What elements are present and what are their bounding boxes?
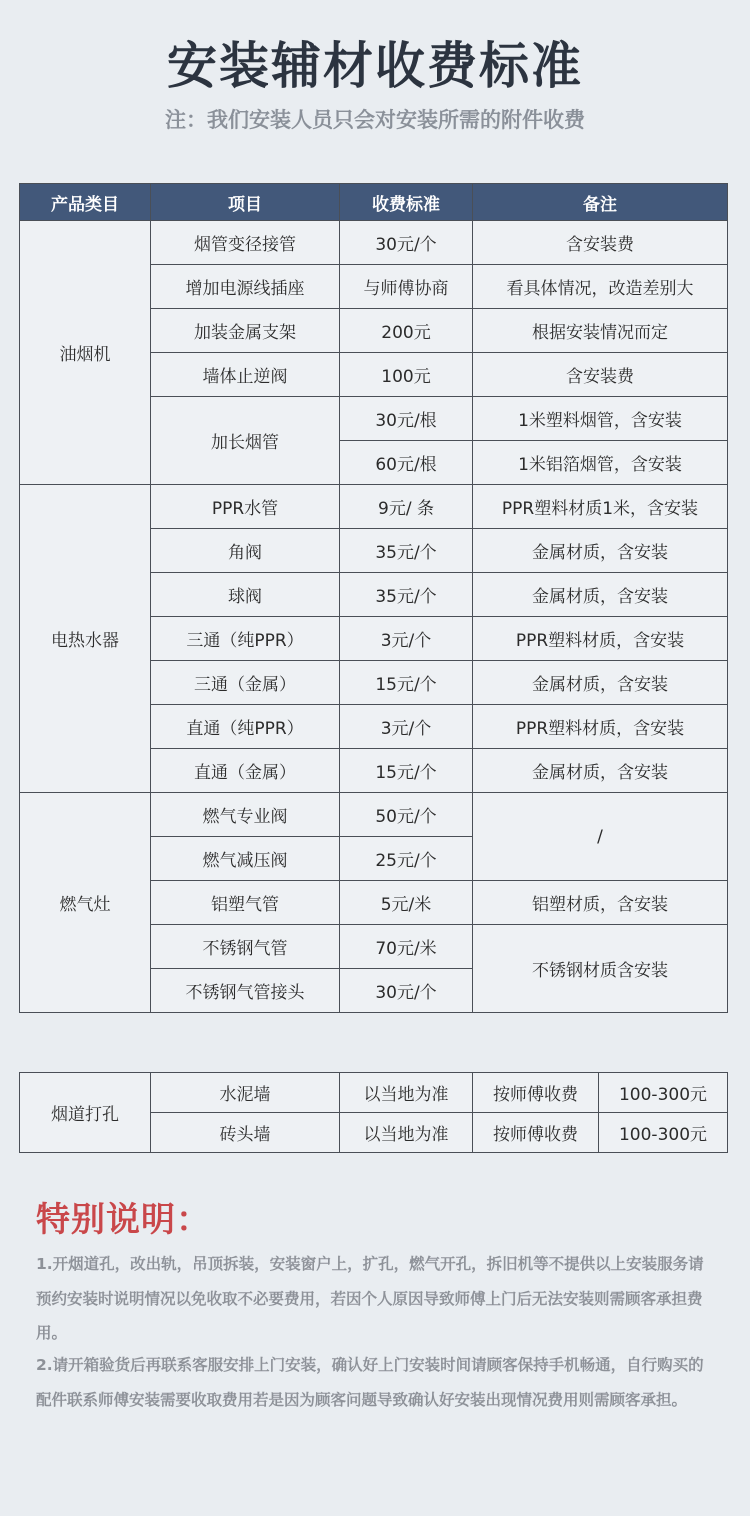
item-cell: 墙体止逆阀 <box>151 353 340 397</box>
note-cell: 金属材质，含安装 <box>473 749 728 793</box>
table-row <box>20 221 728 265</box>
note-cell: 金属材质，含安装 <box>473 573 728 617</box>
standard-cell: 以当地为准 <box>340 1073 473 1113</box>
item-cell: 加长烟管 <box>151 397 340 485</box>
price-cell: 60元/根 <box>340 441 473 485</box>
item-cell: 角阀 <box>151 529 340 573</box>
header-category: 产品类目 <box>20 184 151 221</box>
note-cell: 含安装费 <box>473 353 728 397</box>
standard-cell: 以当地为准 <box>340 1113 473 1153</box>
note-cell: 根据安装情况而定 <box>473 309 728 353</box>
price-cell: 30元/个 <box>340 969 473 1013</box>
price-cell: 3元/个 <box>340 617 473 661</box>
category-cell: 燃气灶 <box>20 793 151 1013</box>
price-cell: 3元/个 <box>340 705 473 749</box>
range-cell: 100-300元 <box>599 1073 728 1113</box>
note-cell: 看具体情况，改造差别大 <box>473 265 728 309</box>
price-cell: 9元/ 条 <box>340 485 473 529</box>
note-cell: 1米铝箔烟管，含安装 <box>473 441 728 485</box>
item-cell: 球阀 <box>151 573 340 617</box>
item-cell: 三通（金属） <box>151 661 340 705</box>
table-row <box>20 485 728 529</box>
note-cell: PPR塑料材质，含安装 <box>473 705 728 749</box>
item-cell: 燃气专业阀 <box>151 793 340 837</box>
method-cell: 按师傅收费 <box>473 1073 599 1113</box>
note-cell: 1米塑料烟管，含安装 <box>473 397 728 441</box>
price-cell: 15元/个 <box>340 749 473 793</box>
category-cell: 电热水器 <box>20 485 151 793</box>
range-cell: 100-300元 <box>599 1113 728 1153</box>
item-cell: 三通（纯PPR） <box>151 617 340 661</box>
price-cell: 70元/米 <box>340 925 473 969</box>
price-cell: 30元/根 <box>340 397 473 441</box>
price-cell: 200元 <box>340 309 473 353</box>
note-cell: 不锈钢材质含安装 <box>473 925 728 1013</box>
note-cell: 含安装费 <box>473 221 728 265</box>
special-note-1: 1.开烟道孔，改出轨，吊顶拆装，安装窗户上，扩孔，燃气开孔，拆旧机等不提供以上安装服务请预约安装时说明情况以免收取不必要费用，若因个人原因导致师傅上门后无法安装则需顾客承担费用。 <box>36 1255 704 1342</box>
item-cell: 加装金属支架 <box>151 309 340 353</box>
price-cell: 15元/个 <box>340 661 473 705</box>
note-cell: / <box>473 793 728 881</box>
price-cell: 100元 <box>340 353 473 397</box>
page-title: 安装辅材收费标准 <box>167 37 583 95</box>
note-cell: PPR塑料材质1米，含安装 <box>473 485 728 529</box>
item-cell: 不锈钢气管接头 <box>151 969 340 1013</box>
note-cell: 金属材质，含安装 <box>473 661 728 705</box>
header-item: 项目 <box>151 184 340 221</box>
header-note: 备注 <box>473 184 728 221</box>
note-cell: 金属材质，含安装 <box>473 529 728 573</box>
category-cell: 烟道打孔 <box>20 1073 151 1153</box>
note-cell: 铝塑材质，含安装 <box>473 881 728 925</box>
special-notes-title: 特别说明： <box>36 1200 211 1240</box>
drilling-table <box>19 1072 728 1153</box>
note-cell: PPR塑料材质，含安装 <box>473 617 728 661</box>
item-cell: PPR水管 <box>151 485 340 529</box>
item-cell: 直通（纯PPR） <box>151 705 340 749</box>
item-cell: 铝塑气管 <box>151 881 340 925</box>
item-cell: 直通（金属） <box>151 749 340 793</box>
page-subtitle: 注：我们安装人员只会对安装所需的附件收费 <box>165 108 585 132</box>
category-cell: 油烟机 <box>20 221 151 485</box>
special-note-2: 2.请开箱验货后再联系客服安排上门安装，确认好上门安装时间请顾客保持手机畅通，自行购买的配件联系师傅安装需要收取费用若是因为顾客问题导致确认好安装出现情况费用则需顾客承担。 <box>36 1356 704 1409</box>
item-cell: 不锈钢气管 <box>151 925 340 969</box>
price-cell: 50元/个 <box>340 793 473 837</box>
item-cell: 烟管变径接管 <box>151 221 340 265</box>
item-cell: 增加电源线插座 <box>151 265 340 309</box>
method-cell: 按师傅收费 <box>473 1113 599 1153</box>
price-cell: 与师傅协商 <box>340 265 473 309</box>
header-price: 收费标准 <box>340 184 473 221</box>
item-cell: 燃气减压阀 <box>151 837 340 881</box>
table-row <box>20 1073 728 1113</box>
fee-table <box>19 183 728 1013</box>
table-row <box>20 793 728 837</box>
price-cell: 35元/个 <box>340 529 473 573</box>
price-cell: 35元/个 <box>340 573 473 617</box>
price-cell: 5元/米 <box>340 881 473 925</box>
price-cell: 25元/个 <box>340 837 473 881</box>
table-header-row <box>20 184 728 221</box>
price-cell: 30元/个 <box>340 221 473 265</box>
wall-cell: 砖头墙 <box>151 1113 340 1153</box>
wall-cell: 水泥墙 <box>151 1073 340 1113</box>
